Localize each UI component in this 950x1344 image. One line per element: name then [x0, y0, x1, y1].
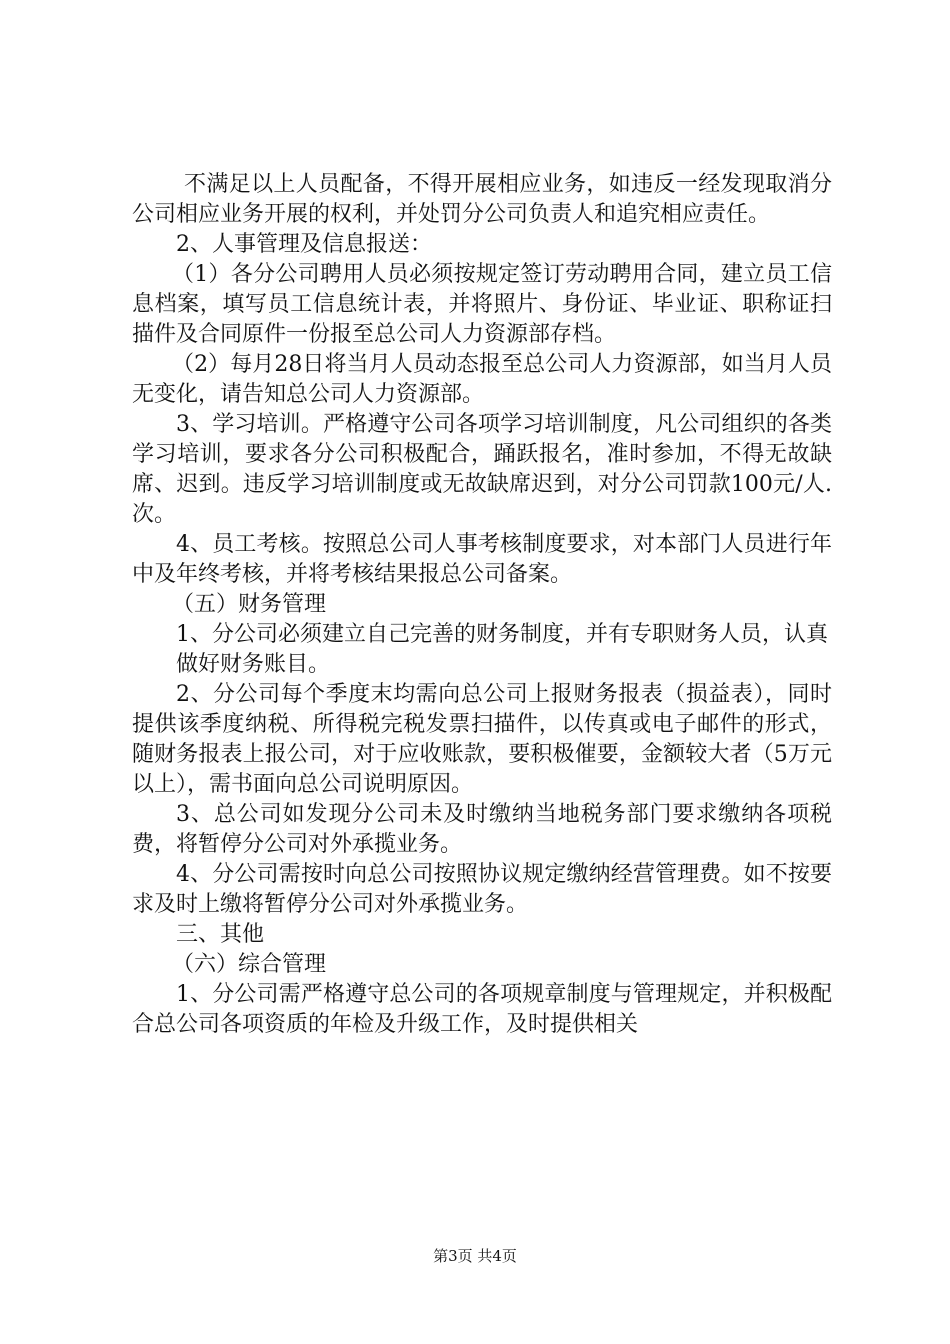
- paragraph-hr-item-2: （2）每月28日将当月人员动态报至总公司人力资源部，如当月人员无变化，请告知总公司人力资源部。: [132, 352, 832, 407]
- paragraph-finance-3: 3、总公司如发现分公司未及时缴纳当地税务部门要求缴纳各项税费，将暂停分公司对外承揽业务。: [132, 802, 832, 857]
- paragraph-training: 3、学习培训。严格遵守公司各项学习培训制度，凡公司组织的各类学习培训，要求各分公司积极配合，踊跃报名，准时参加，不得无故缺席、迟到。违反学习培训制度或无故缺席迟到，对分公司罚款100元/人.次。: [132, 412, 832, 527]
- paragraph-hr-item-1: （1）各分公司聘用人员必须按规定签订劳动聘用合同，建立员工信息档案，填写员工信息统计表，并将照片、身份证、毕业证、职称证扫描件及合同原件一份报至总公司人力资源部存档。: [132, 262, 832, 347]
- paragraph-finance-1: 1、分公司必须建立自己完善的财务制度，并有专职财务人员，认真: [176, 622, 828, 647]
- section-heading-other: 三、其他: [176, 922, 265, 947]
- paragraph-finance-4: 4、分公司需按时向总公司按照协议规定缴纳经营管理费。如不按要求及时上缴将暂停分公司对外承揽业务。: [132, 862, 832, 917]
- page-number: 第3页 共4页: [433, 1247, 517, 1265]
- paragraph-finance-2: 2、分公司每个季度末均需向总公司上报财务报表（损益表），同时提供该季度纳税、所得税完税发票扫描件，以传真或电子邮件的形式，随财务报表上报公司，对于应收账款，要积极催要，金额较大者（5万元以上），需书面向总公司说明原因。: [132, 682, 832, 797]
- section-heading-finance: （五）财务管理: [172, 592, 327, 617]
- paragraph-staffing-requirement: 不满足以上人员配备，不得开展相应业务，如违反一经发现取消分公司相应业务开展的权利，并处罚分公司负责人和追究相应责任。: [132, 172, 832, 227]
- document-body: [132, 170, 832, 1040]
- section-heading-general: （六）综合管理: [172, 952, 327, 977]
- paragraph-hr-heading: 2、人事管理及信息报送：: [176, 232, 432, 257]
- paragraph-general-1: 1、分公司需严格遵守总公司的各项规章制度与管理规定，并积极配合总公司各项资质的年检及升级工作，及时提供相关: [132, 982, 832, 1037]
- paragraph-finance-1-cont: 做好财务账目。: [176, 652, 331, 677]
- page-footer: [0, 1245, 950, 1266]
- paragraph-evaluation: 4、员工考核。按照总公司人事考核制度要求，对本部门人员进行年中及年终考核，并将考核结果报总公司备案。: [132, 532, 832, 587]
